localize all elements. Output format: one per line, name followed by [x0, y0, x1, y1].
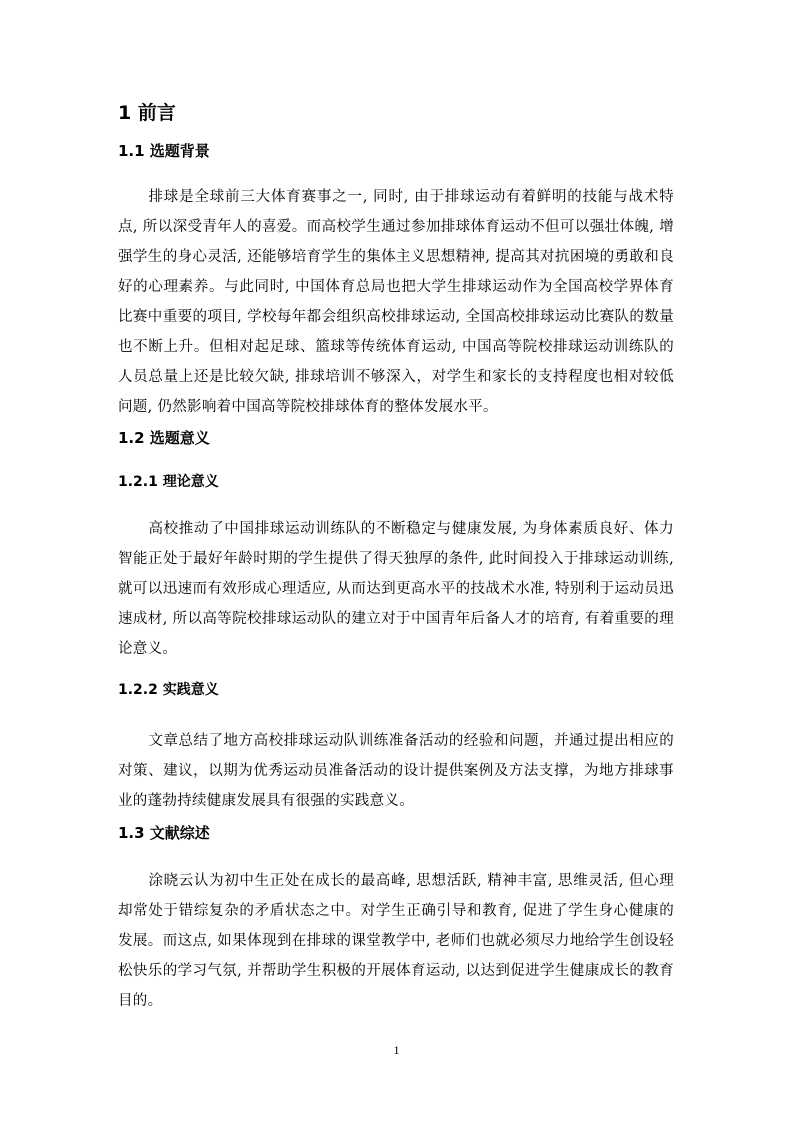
page-number: 1: [393, 1043, 400, 1057]
section-1-3-heading: 1.3 文献综述: [118, 824, 210, 842]
section-1-2-1-heading: 1.2.1 理论意义: [118, 474, 219, 490]
section-1-2-2-heading: 1.2.2 实践意义: [118, 682, 219, 698]
section-1-1-heading: 1.1 选题背景: [118, 142, 210, 160]
section-1-2-2-paragraph: 文章总结了地方高校排球运动队训练准备活动的经验和问题，并通过提出相应的对策、建议，以期为优秀运动员准备活动的设计提供案例及方法支撑，为地方排球事业的蓬勃持续健康发展具有很强的实践意义。: [118, 733, 674, 809]
section-1-1-paragraph: 排球是全球前三大体育赛事之一, 同时, 由于排球运动有着鲜明的技能与战术特点, 所以深受青年人的喜爱。而高校学生通过参加排球体育运动不但可以强壮体魄, 增强学生的身心灵活, 还能够培育学生的集体主义思想精神, 提高其对抗困境的勇敢和良好的心理素养。与此同时, 中国体育总局也把大学生排球运动作为全国高校学界体育比赛中重要的项目, 学校每年都会组织高校排球运动, 全国高校排球运动比赛队的数量也不断上升。但相对起足球、篮球等传统体育运动, 中国高等院校排球运动训练队的人员总量上还是比较欠缺, 排球培训不够深入，对学生和家长的支持程度也相对较低问题, 仍然影响着中国高等院校排球体育的整体发展水平。: [118, 189, 674, 415]
section-1-2-heading: 1.2 选题意义: [118, 429, 210, 447]
section-1-3-paragraph: 涂晓云认为初中生正处在成长的最高峰, 思想活跃, 精神丰富, 思维灵活, 但心理却常处于错综复杂的矛盾状态之中。对学生正确引导和教育, 促进了学生身心健康的发展。而这点, 如果体现到在排球的课堂教学中, 老师们也就必须尽力地给学生创设轻松快乐的学习气氛, 并帮助学生积极的开展体育运动, 以达到促进学生健康成长的教育目的。: [118, 873, 674, 1009]
section-1-heading: 1 前言: [118, 102, 176, 124]
section-1-2-1-paragraph: 高校推动了中国排球运动训练队的不断稳定与健康发展, 为身体素质良好、体力智能正处于最好年龄时期的学生提供了得天独厚的条件, 此时间投入于排球运动训练, 就可以迅速而有效形成心理适应, 从而达到更高水平的技战术水准, 特别利于运动员迅速成材, 所以高等院校排球运动队的建立对于中国青年后备人才的培育, 有着重要的理论意义。: [118, 521, 674, 657]
